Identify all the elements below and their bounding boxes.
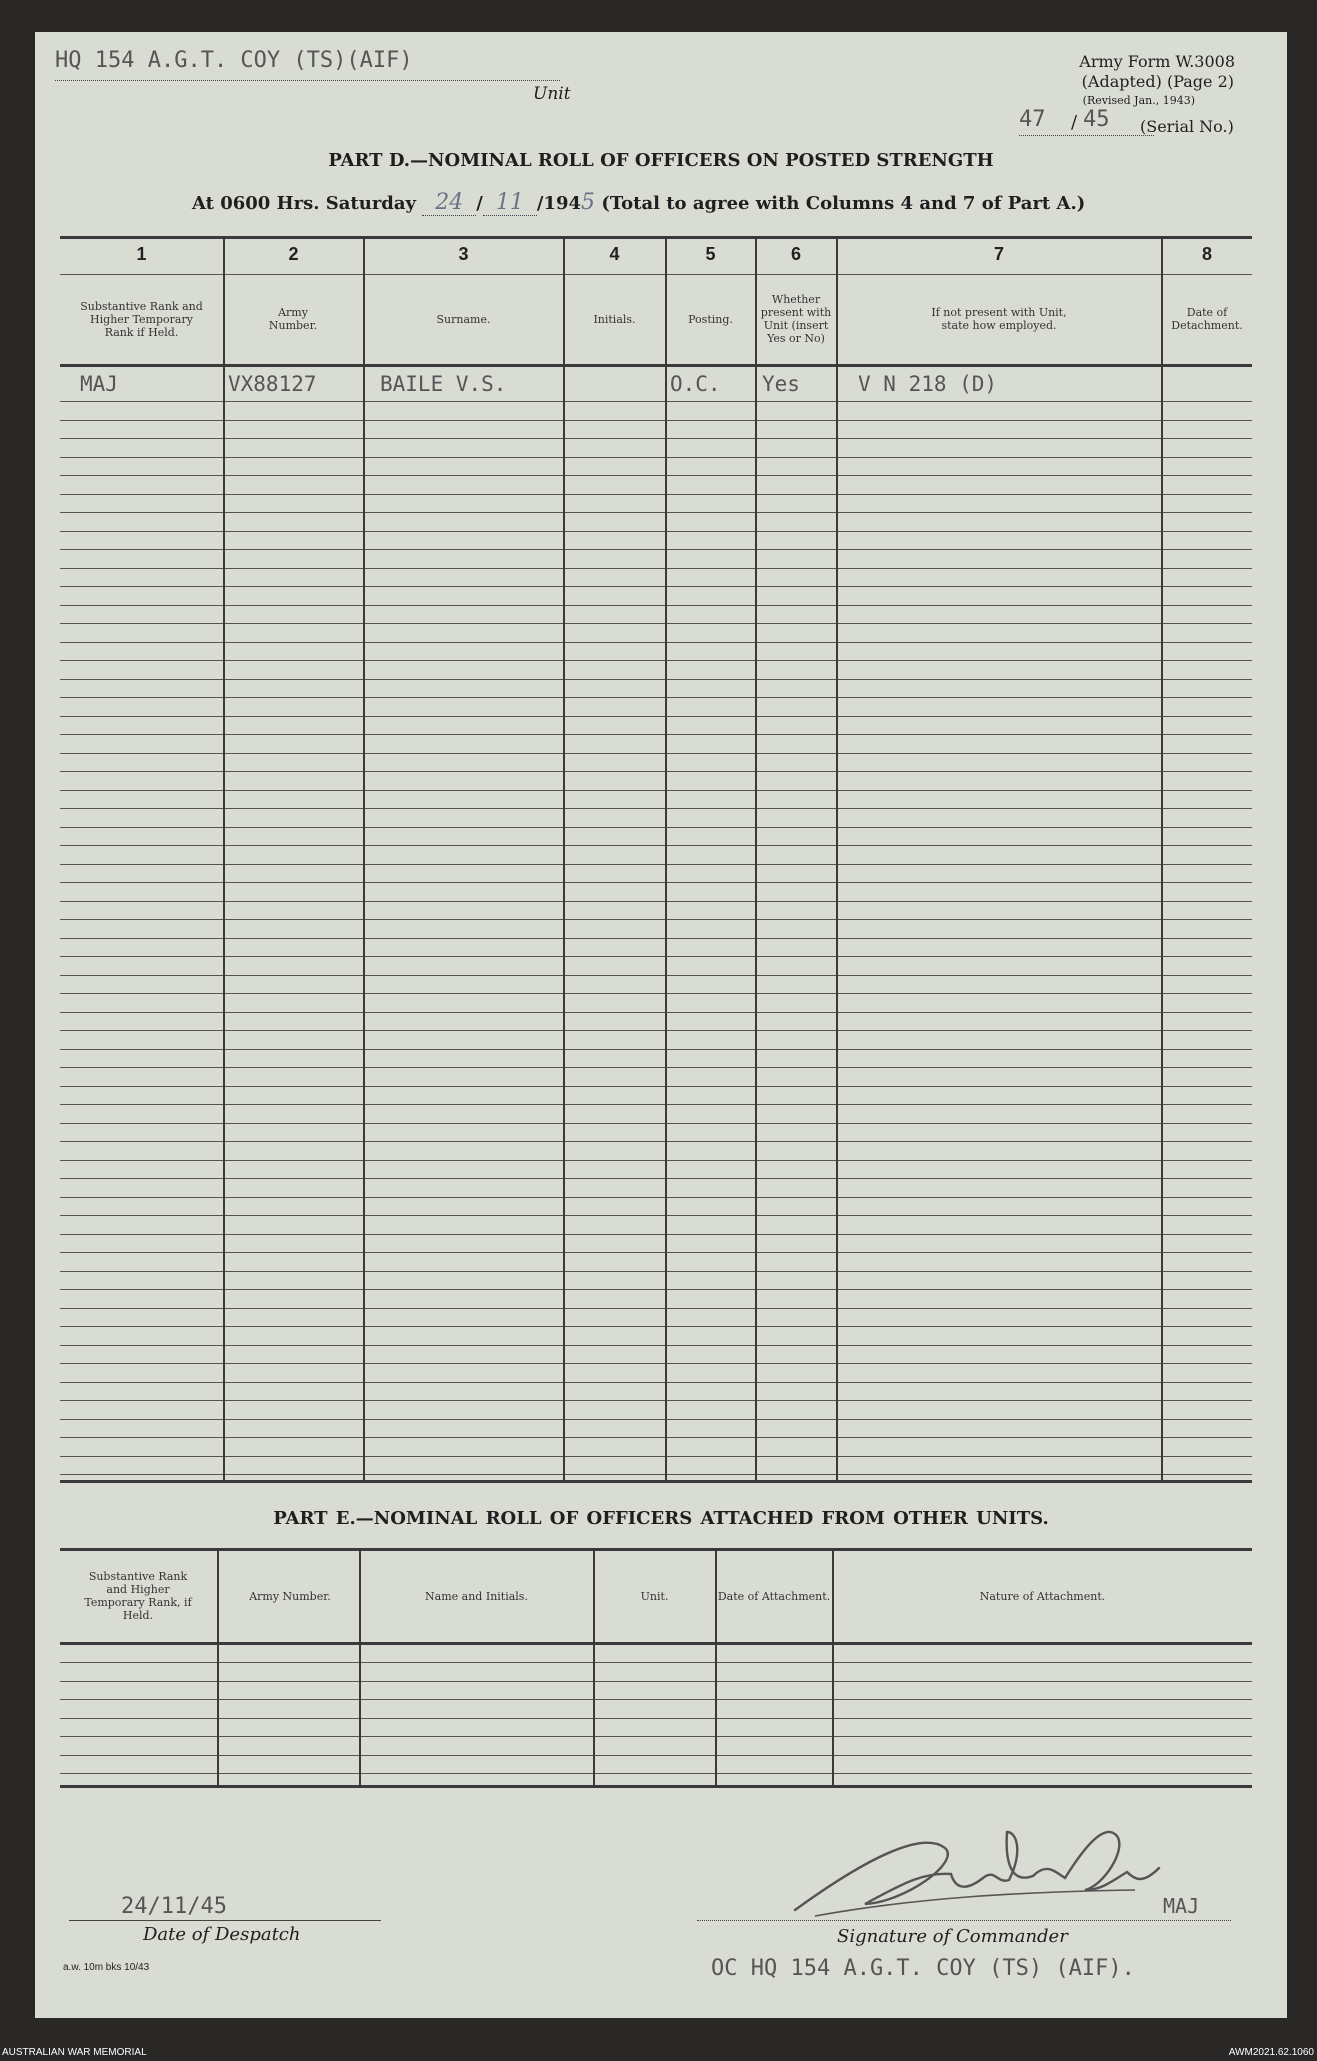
row-line xyxy=(60,531,1252,532)
row-present: Yes xyxy=(762,372,800,396)
row-line xyxy=(60,549,1252,550)
e-row-line xyxy=(60,1736,1252,1737)
archive-institution: AUSTRALIAN WAR MEMORIAL xyxy=(2,2047,147,2058)
e-row-line xyxy=(60,1699,1252,1700)
row-line xyxy=(60,1086,1252,1087)
despatch-label: Date of Despatch xyxy=(143,1924,301,1945)
table-top-rule xyxy=(60,236,1252,239)
row-line xyxy=(60,734,1252,735)
row-line xyxy=(60,975,1252,976)
row-line xyxy=(60,1345,1252,1346)
row-line xyxy=(60,1030,1252,1031)
column-line xyxy=(755,236,757,1483)
e-header-attachment-date: Date of Attachment. xyxy=(717,1589,831,1603)
row-line xyxy=(60,1419,1252,1420)
row-line xyxy=(60,568,1252,569)
part-e-table xyxy=(60,1548,1252,1788)
archive-ref: AWM2021.62.1060 xyxy=(1228,2047,1314,2058)
column-line xyxy=(563,236,565,1483)
column-line xyxy=(665,236,667,1483)
row-line xyxy=(60,1308,1252,1309)
row-line xyxy=(60,475,1252,476)
col-num-6: 6 xyxy=(790,244,801,264)
row-line xyxy=(60,1382,1252,1383)
row-line xyxy=(60,1160,1252,1161)
row-line xyxy=(60,771,1252,772)
row-line xyxy=(60,1234,1252,1235)
col-num-7: 7 xyxy=(993,244,1004,264)
e-header-unit: Unit. xyxy=(640,1589,669,1603)
e-row-line xyxy=(60,1773,1252,1774)
form-name: Army Form W.3008 xyxy=(1079,52,1235,71)
row-line xyxy=(60,494,1252,495)
e-row-line xyxy=(60,1755,1252,1756)
e-top-rule xyxy=(60,1548,1252,1551)
header-bottom-rule xyxy=(60,364,1252,367)
serial-underline xyxy=(1019,135,1154,136)
row-line xyxy=(60,457,1252,458)
e-row-line xyxy=(60,1662,1252,1663)
date-month: 11 xyxy=(483,190,537,216)
print-code: a.w. 10m bks 10/43 xyxy=(63,1962,150,1973)
col-num-2: 2 xyxy=(288,244,299,264)
part-e-title: PART E.—NOMINAL ROLL OF OFFICERS ATTACHED FROM OTHER UNITS. xyxy=(273,1508,1049,1529)
row-line xyxy=(60,1141,1252,1142)
date-day: 24 xyxy=(422,190,476,216)
form-revised: (Revised Jan., 1943) xyxy=(1082,94,1195,107)
row-line xyxy=(60,697,1252,698)
col-header-employed: If not present with Unit, state how employed. xyxy=(931,306,1067,332)
row-line xyxy=(60,512,1252,513)
row-line xyxy=(60,1326,1252,1327)
serial-number-a: 47 xyxy=(1019,107,1046,132)
row-line xyxy=(60,1067,1252,1068)
col-num-8: 8 xyxy=(1201,244,1212,264)
column-line xyxy=(363,236,365,1483)
form-page xyxy=(35,32,1287,2018)
row-line xyxy=(60,864,1252,865)
row-line xyxy=(60,901,1252,902)
row-line xyxy=(60,1215,1252,1216)
col-header-detachment: Date of Detachment. xyxy=(1171,306,1243,332)
row-line xyxy=(60,919,1252,920)
col-num-3: 3 xyxy=(458,244,469,264)
row-line xyxy=(60,1363,1252,1364)
serial-number-b: 45 xyxy=(1083,107,1110,132)
row-line xyxy=(60,1474,1252,1475)
row-line xyxy=(60,1437,1252,1438)
row-line xyxy=(60,1123,1252,1124)
row-line xyxy=(60,1456,1252,1457)
row-line xyxy=(60,438,1252,439)
e-header-nature: Nature of Attachment. xyxy=(979,1589,1106,1603)
part-d-table xyxy=(60,236,1252,1483)
form-adapted: (Adapted) (Page 2) xyxy=(1081,72,1234,91)
row-line xyxy=(60,1178,1252,1179)
row-line xyxy=(60,1049,1252,1050)
e-row-line xyxy=(60,1681,1252,1682)
e-header-name: Name and Initials. xyxy=(425,1589,528,1603)
column-line xyxy=(223,236,225,1483)
row-line xyxy=(60,827,1252,828)
col-header-army-number: Army Number. xyxy=(268,306,318,332)
unit-value: HQ 154 A.G.T. COY (TS)(AIF) xyxy=(55,48,413,73)
col-num-1: 1 xyxy=(136,244,147,264)
total-note: (Total to agree with Columns 4 and 7 of Part A.) xyxy=(601,193,1086,214)
date-year-digit: 5 xyxy=(581,190,596,215)
column-line xyxy=(836,236,838,1483)
col-header-present: Whether present with Unit (insert Yes or No) xyxy=(760,293,832,345)
col-num-5: 5 xyxy=(705,244,716,264)
row-line xyxy=(60,586,1252,587)
row-rank: MAJ xyxy=(80,372,118,396)
row-line xyxy=(60,993,1252,994)
e-column-line xyxy=(217,1548,219,1788)
row-line xyxy=(60,401,1252,402)
row-line xyxy=(60,753,1252,754)
row-line xyxy=(60,642,1252,643)
col-num-4: 4 xyxy=(609,244,620,264)
row-line xyxy=(60,1271,1252,1272)
row-line xyxy=(60,679,1252,680)
e-header-army-number: Army Number. xyxy=(249,1589,331,1603)
row-line xyxy=(60,845,1252,846)
signature-label: Signature of Commander xyxy=(837,1926,1068,1947)
row-line xyxy=(60,1197,1252,1198)
strength-date-line: At 0600 Hrs. Saturday 24 / 11 /1945 (Total to agree with Columns 4 and 7 of Part A.) xyxy=(192,190,1086,215)
unit-label: Unit xyxy=(533,84,571,104)
col-header-initials: Initials. xyxy=(593,312,636,326)
row-line xyxy=(60,660,1252,661)
serial-label: (Serial No.) xyxy=(1140,117,1234,136)
row-line xyxy=(60,956,1252,957)
row-line xyxy=(60,808,1252,809)
col-header-posting: Posting. xyxy=(688,312,733,326)
e-row-line xyxy=(60,1718,1252,1719)
row-employed: V N 218 (D) xyxy=(858,372,998,396)
row-line xyxy=(60,1012,1252,1013)
despatch-date: 24/11/45 xyxy=(121,1894,227,1919)
date-year-prefix: 194 xyxy=(543,193,582,214)
row-army-number: VX88127 xyxy=(228,372,317,396)
commander-rank: MAJ xyxy=(1163,1894,1200,1918)
row-posting: O.C. xyxy=(670,372,721,396)
signature-underline xyxy=(697,1920,1231,1921)
table-bottom-rule xyxy=(60,1480,1252,1483)
row-surname: BAILE V.S. xyxy=(380,372,507,396)
row-line xyxy=(60,1289,1252,1290)
part-d-title: PART D.—NOMINAL ROLL OF OFFICERS ON POSTED STRENGTH xyxy=(328,150,994,171)
num-row-rule xyxy=(60,274,1252,275)
serial-slash: / xyxy=(1071,112,1078,133)
commander-signature xyxy=(755,1792,1215,1932)
unit-underline xyxy=(55,80,560,81)
row-line xyxy=(60,1400,1252,1401)
row-line xyxy=(60,420,1252,421)
e-header-bottom-rule xyxy=(60,1642,1252,1645)
row-line xyxy=(60,716,1252,717)
e-header-rank: Substantive Rank and Higher Temporary Rank, if Held. xyxy=(84,1570,192,1622)
row-line xyxy=(60,882,1252,883)
row-line xyxy=(60,1104,1252,1105)
row-line xyxy=(60,790,1252,791)
commander-unit: OC HQ 154 A.G.T. COY (TS) (AIF). xyxy=(711,1956,1135,1981)
row-line xyxy=(60,1252,1252,1253)
row-line xyxy=(60,938,1252,939)
column-line xyxy=(1161,236,1163,1483)
at-prefix: At 0600 Hrs. Saturday xyxy=(192,193,417,214)
row-line xyxy=(60,623,1252,624)
e-bottom-rule xyxy=(60,1785,1252,1788)
col-header-rank: Substantive Rank and Higher Temporary Rank if Held. xyxy=(80,299,203,339)
col-header-surname: Surname. xyxy=(436,312,491,326)
row-line xyxy=(60,605,1252,606)
despatch-underline xyxy=(69,1920,381,1921)
